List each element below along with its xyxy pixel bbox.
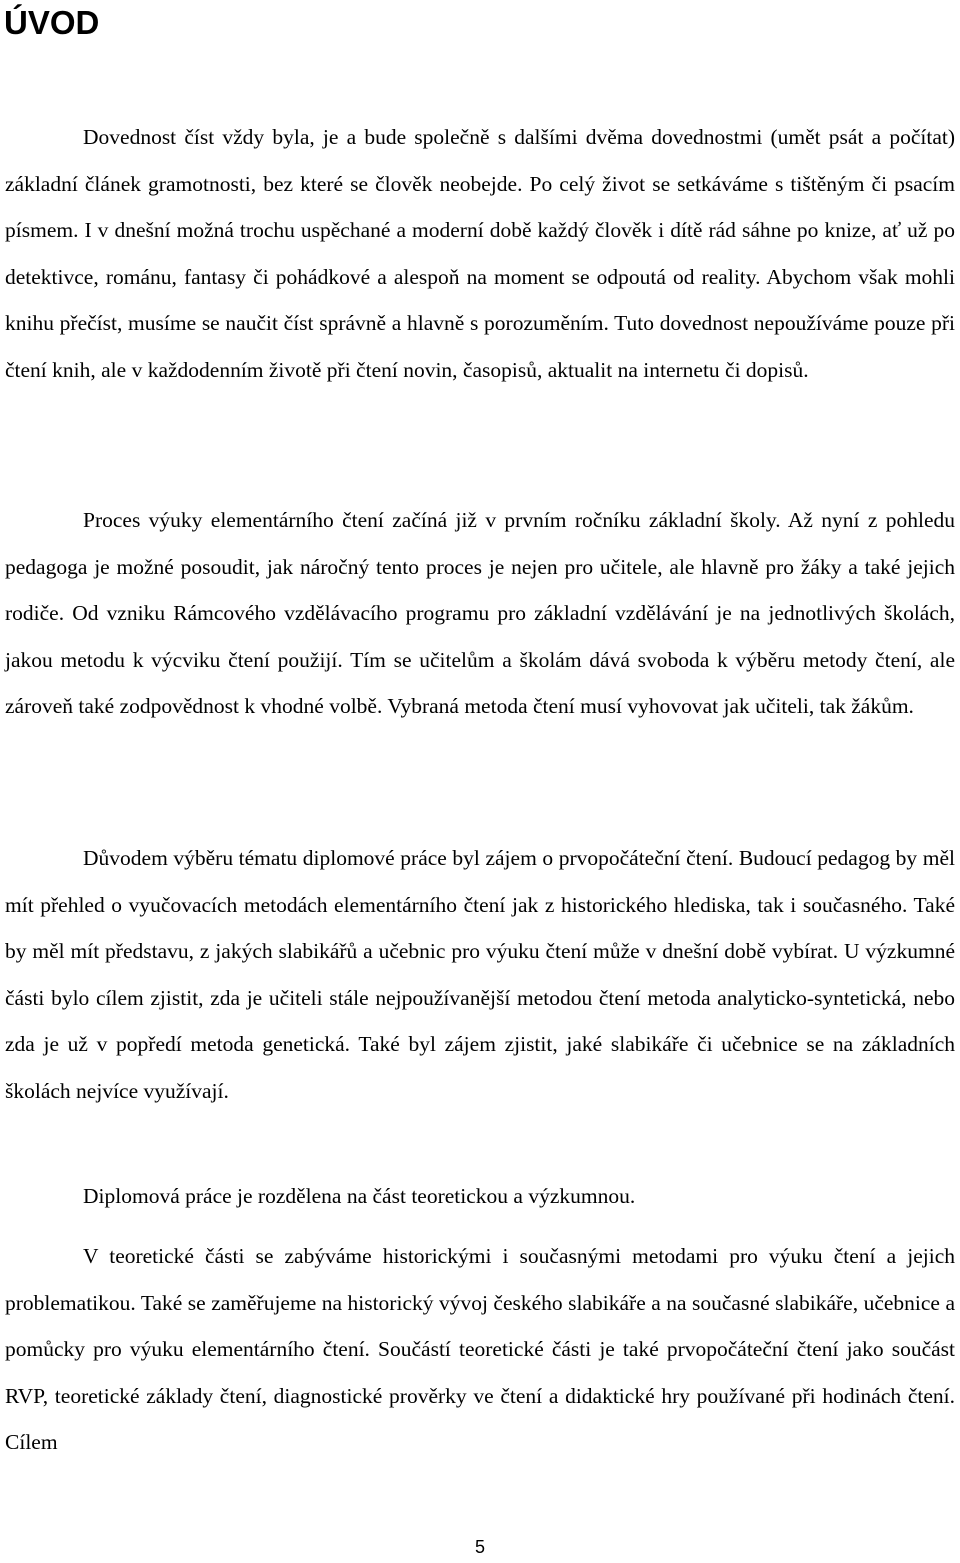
paragraph-2 bbox=[5, 497, 955, 730]
paragraph-3 bbox=[5, 835, 955, 1115]
paragraph-text: Důvodem výběru tématu diplomové práce byl zájem o prvopočáteční čtení. Budoucí pedagog by měl mít přehled o vyučovacích metodách elementárního čtení jak z historického hlediska, tak i současného. Také by měl mít představu, z jakých slabikářů a učebnic pro výuku čtení může v dnešní době vybírat. U výzkumné části bylo cílem zjistit, zda je učiteli stále nejpoužívanější metodou čtení metoda analyticko-syntetická, nebo zda je už v popředí metoda genetická. Také byl zájem zjistit, jaké slabikáře či učebnice se na základních školách nejvíce využívají. bbox=[5, 846, 955, 1103]
page-title: ÚVOD bbox=[4, 4, 100, 41]
paragraph-5 bbox=[5, 1233, 955, 1466]
paragraph-text: Proces výuky elementárního čtení začíná již v prvním ročníku základní školy. Až nyní z pohledu pedagoga je možné posoudit, jak náročný tento proces je nejen pro učitele, ale hlavně pro žáky a také jejich rodiče. Od vzniku Rámcového vzdělávacího programu pro základní vzdělávání je na jednotlivých školách, jakou metodu k výcviku čtení použijí. Tím se učitelům a školám dává svoboda k výběru metody čtení, ale zároveň také zodpovědnost k vhodné volbě. Vybraná metoda čtení musí vyhovovat jak učiteli, tak žákům. bbox=[5, 508, 955, 719]
paragraph-text: Diplomová práce je rozdělena na část teoretickou a výzkumnou. bbox=[83, 1184, 636, 1208]
paragraph-text: Dovednost číst vždy byla, je a bude společně s dalšími dvěma dovednostmi (umět psát a počítat) základní článek gramotnosti, bez které se člověk neobejde. Po celý život se setkáváme s tištěným či psacím písmem. I v dnešní možná trochu uspěchané a moderní době každý člověk i dítě rád sáhne po knize, ať už po detektivce, románu, fantasy či pohádkové a alespoň na moment se odpoutá od reality. Abychom však mohli knihu přečíst, musíme se naučit číst správně a hlavně s porozuměním. Tuto dovednost nepoužíváme pouze při čtení knih, ale v každodenním životě při čtení novin, časopisů, aktualit na internetu či dopisů. bbox=[5, 125, 955, 382]
page-number: 5 bbox=[474, 1537, 485, 1557]
paragraph-4 bbox=[5, 1173, 955, 1220]
paragraph-text: V teoretické části se zabýváme historickými i současnými metodami pro výuku čtení a jejich problematikou. Také se zaměřujeme na historický vývoj českého slabikáře a na současné slabikáře, učebnice a pomůcky pro výuku elementárního čtení. Součástí teoretické části je také prvopočáteční čtení jako součást RVP, teoretické základy čtení, diagnostické prověrky ve čtení a didaktické hry používané při hodinách čtení. Cílem bbox=[5, 1244, 955, 1455]
paragraph-1 bbox=[5, 114, 955, 394]
